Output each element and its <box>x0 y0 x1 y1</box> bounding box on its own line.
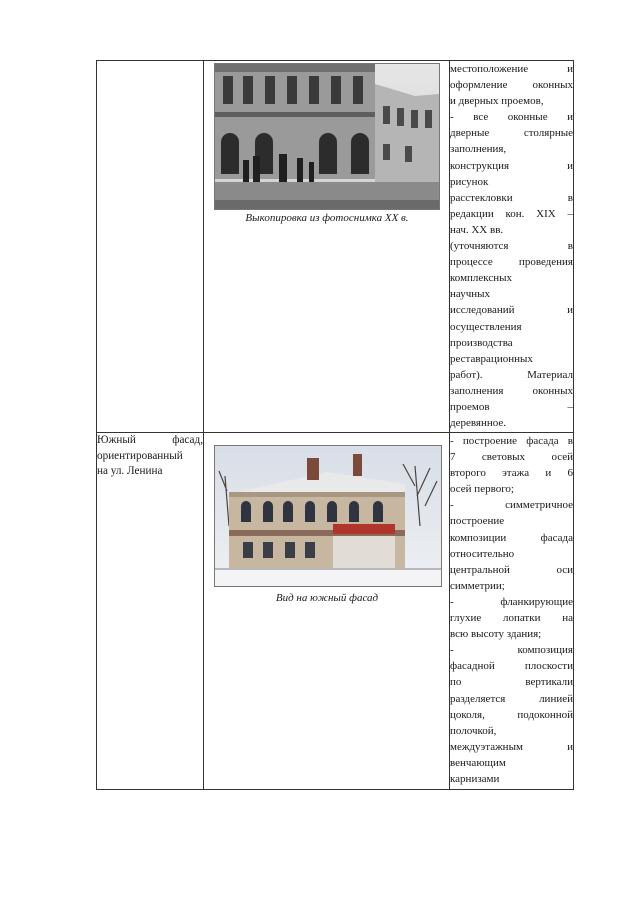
description-line: междуэтажным и <box>450 740 573 753</box>
description-line: научных <box>450 288 491 301</box>
description-line: симметрии; <box>450 579 505 592</box>
description-line: по вертикали <box>450 676 573 689</box>
table-row <box>97 61 574 433</box>
description-line: дверные столярные <box>450 127 573 140</box>
description-line: редакции кон. XIX – <box>450 207 573 220</box>
description-line: работ). Материал <box>450 368 573 381</box>
facade-name-cell <box>97 61 204 433</box>
historic-building-photo-image <box>215 64 439 209</box>
description-line: реставрационных <box>450 352 533 365</box>
description-line: фасадной плоскости <box>450 660 573 673</box>
description-cell <box>450 61 574 433</box>
description-line: рисунок <box>450 175 489 188</box>
description-line: - композиция <box>450 644 573 657</box>
description-line: всю высоту здания; <box>450 628 542 641</box>
description-line: разделяется линией <box>450 692 573 705</box>
description-line: нач. XX вв. <box>450 223 504 236</box>
description-line: - все оконные и <box>450 111 573 124</box>
description-line: заполнения, <box>450 143 507 156</box>
description-line: - фланкирующие <box>450 595 573 608</box>
description-line: осей первого; <box>450 483 514 496</box>
description-line: (уточняются в <box>450 240 573 253</box>
description-line: карнизами <box>450 772 500 785</box>
description-text <box>450 61 573 431</box>
description-line: процессе проведения <box>450 256 573 269</box>
photo-caption: Вид на южный фасад <box>275 592 379 604</box>
description-line: производства <box>450 336 513 349</box>
description-line: глухие лопатки на <box>450 612 573 625</box>
facade-table <box>96 60 574 790</box>
facade-name-line: ориентированный <box>97 449 183 462</box>
description-line: оформление оконных <box>450 79 573 92</box>
description-line: комплексных <box>450 272 513 285</box>
description-line: относительно <box>450 547 515 560</box>
description-line: построение <box>450 515 505 528</box>
south-facade-photo <box>214 445 442 587</box>
description-line: конструкция и <box>450 159 573 172</box>
description-line: осуществления <box>450 320 522 333</box>
description-line: проемов – <box>450 400 573 413</box>
south-facade-photo-image <box>215 446 441 586</box>
table-row <box>97 433 574 790</box>
description-line: местоположение и <box>450 63 573 75</box>
description-cell <box>450 433 574 790</box>
description-line: центральной оси <box>450 563 573 576</box>
facade-name-line: Южный фасад, <box>97 434 203 446</box>
description-line: и дверных проемов, <box>450 95 544 108</box>
description-line: деревянное. <box>450 417 507 430</box>
description-line: исследований и <box>450 304 573 317</box>
photo-caption: Выкопировка из фотоснимка XX в. <box>245 212 409 224</box>
description-line: - построение фасада в <box>450 435 573 447</box>
photo-cell <box>204 433 450 790</box>
description-line: композиции фасада <box>450 531 573 544</box>
description-line: цоколя, подоконной <box>450 708 573 721</box>
historic-photo <box>214 63 440 210</box>
description-text <box>450 433 573 787</box>
description-line: расстекловки в <box>450 191 573 204</box>
facade-name-cell <box>97 433 204 790</box>
description-line: полочкой, <box>450 724 497 737</box>
photo-cell <box>204 61 450 433</box>
description-line: второго этажа и 6 <box>450 467 573 480</box>
facade-name-line: на ул. Ленина <box>97 465 163 477</box>
description-line: - симметричное <box>450 499 573 512</box>
description-line: заполнения оконных <box>450 384 573 397</box>
description-line: венчающим <box>450 756 506 769</box>
description-line: 7 световых осей <box>450 451 573 464</box>
